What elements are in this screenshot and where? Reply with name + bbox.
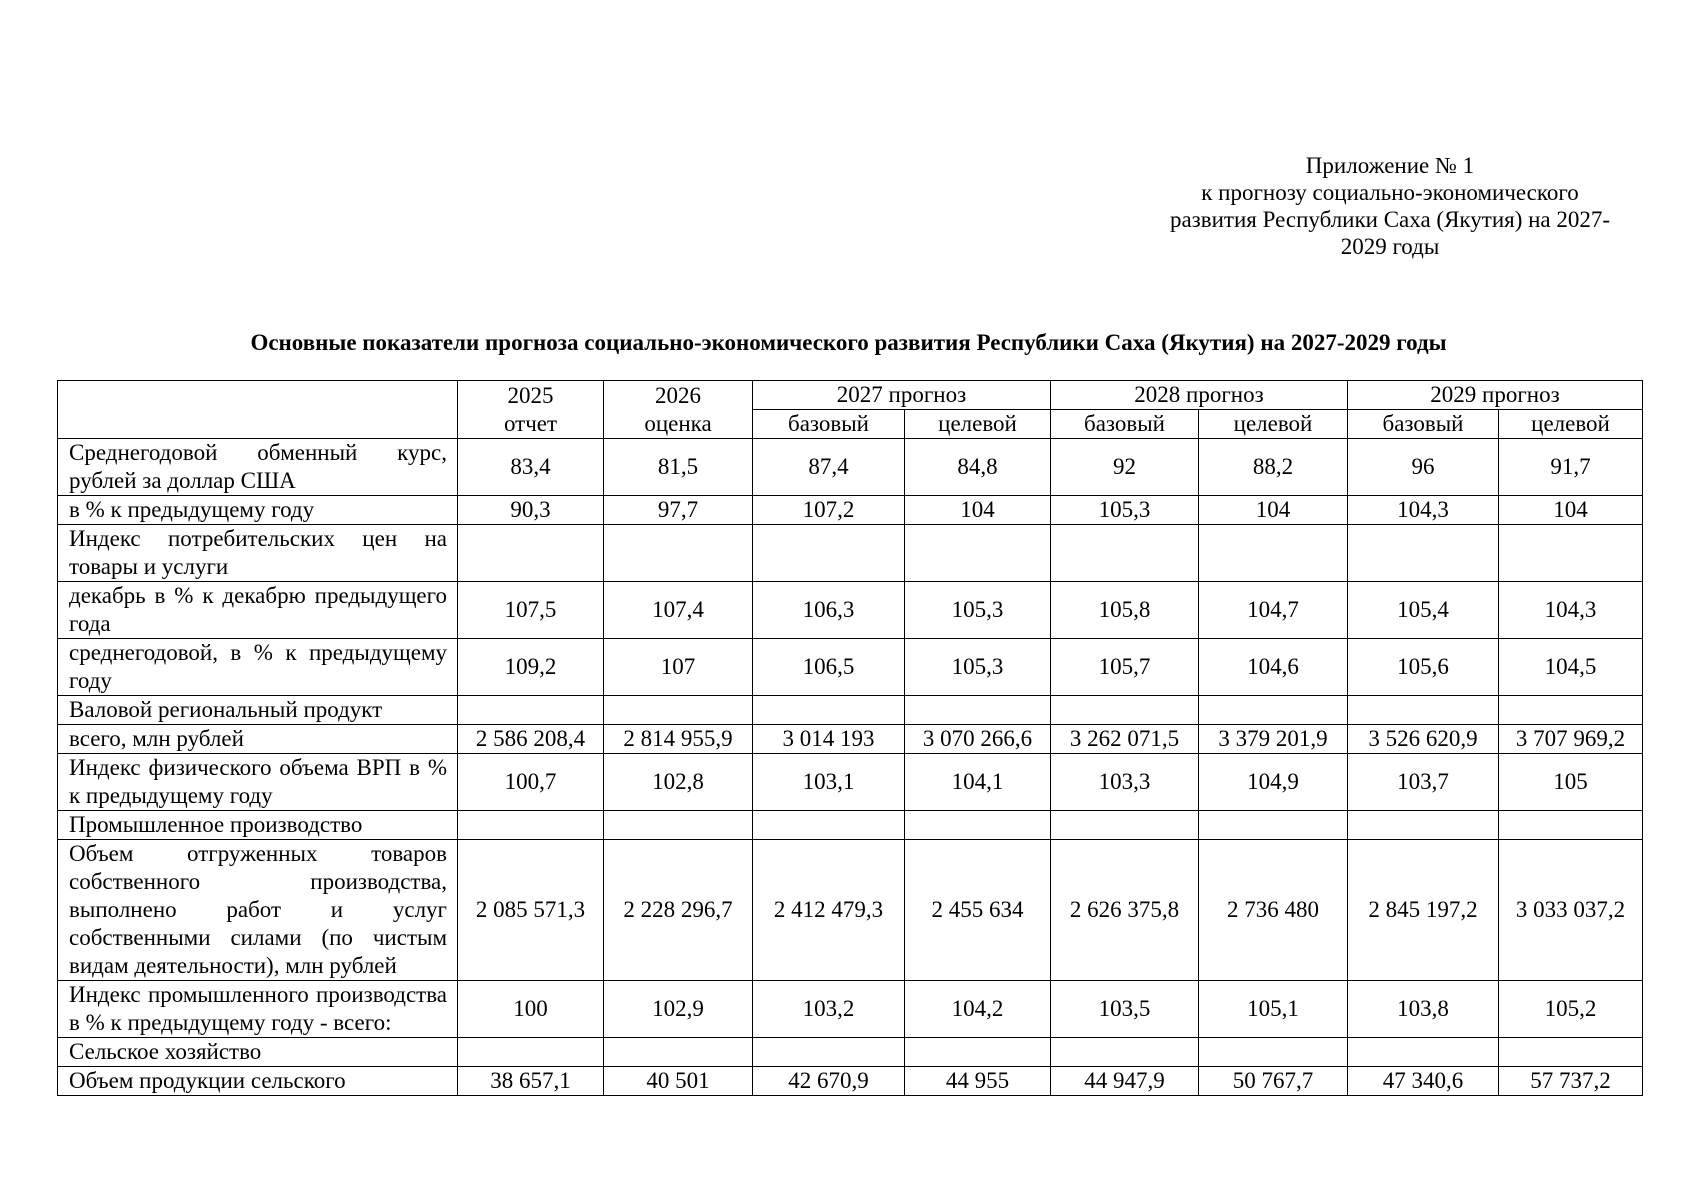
value-cell: 2 814 955,9 (604, 725, 753, 754)
value-cell: 104 (905, 496, 1051, 525)
value-cell: 104,9 (1199, 754, 1348, 811)
value-cell (753, 525, 905, 582)
value-cell (905, 811, 1051, 840)
value-cell: 104,5 (1499, 639, 1643, 696)
value-cell (1499, 525, 1643, 582)
value-cell (1199, 696, 1348, 725)
header-2025-sub: отчет (503, 410, 558, 436)
table-row (58, 981, 1643, 1038)
table-row (58, 639, 1643, 696)
value-cell: 57 737,2 (1499, 1067, 1643, 1096)
value-cell: 3 070 266,6 (905, 725, 1051, 754)
row-label: Промышленное производство (58, 811, 458, 840)
value-cell (753, 1038, 905, 1067)
appendix-line: 2029 годы (1340, 234, 1440, 259)
value-cell: 103,1 (753, 754, 905, 811)
row-label: Среднегодовой обменный курс, рублей за доллар США (58, 439, 458, 496)
value-cell: 105,2 (1499, 981, 1643, 1038)
value-cell: 88,2 (1199, 439, 1348, 496)
value-cell: 38 657,1 (458, 1067, 604, 1096)
value-cell: 103,2 (753, 981, 905, 1038)
value-cell (1499, 811, 1643, 840)
value-cell: 2 845 197,2 (1348, 840, 1499, 981)
value-cell: 105,3 (905, 582, 1051, 639)
appendix-note (1150, 152, 1630, 260)
table-body (58, 381, 1643, 1096)
value-cell (458, 696, 604, 725)
value-cell: 106,3 (753, 582, 905, 639)
header-row-years (58, 381, 1643, 410)
value-cell (458, 525, 604, 582)
value-cell (905, 525, 1051, 582)
value-cell: 97,7 (604, 496, 753, 525)
value-cell: 103,8 (1348, 981, 1499, 1038)
row-label: среднегодовой, в % к предыдущему году (58, 639, 458, 696)
header-2027-base: базовый (753, 410, 905, 439)
value-cell: 105,6 (1348, 639, 1499, 696)
value-cell: 47 340,6 (1348, 1067, 1499, 1096)
value-cell: 42 670,9 (753, 1067, 905, 1096)
value-cell: 104,3 (1499, 582, 1643, 639)
value-cell: 107,5 (458, 582, 604, 639)
value-cell: 92 (1051, 439, 1199, 496)
value-cell: 100,7 (458, 754, 604, 811)
value-cell: 103,7 (1348, 754, 1499, 811)
document-title: Основные показатели прогноза социально-экономического развития Республики Саха (Якутия) на 2027-2029 годы (250, 330, 1447, 355)
value-cell: 2 085 571,3 (458, 840, 604, 981)
table-row (58, 525, 1643, 582)
appendix-line: к прогнозу социально-экономического (1201, 180, 1579, 205)
table-row (58, 496, 1643, 525)
value-cell (753, 696, 905, 725)
table-row (58, 1038, 1643, 1067)
value-cell: 102,9 (604, 981, 753, 1038)
value-cell: 105,8 (1051, 582, 1199, 639)
table-row (58, 582, 1643, 639)
value-cell (1199, 1038, 1348, 1067)
value-cell (1051, 525, 1199, 582)
value-cell (1051, 1038, 1199, 1067)
header-2027-target: целевой (905, 410, 1051, 439)
value-cell: 104,2 (905, 981, 1051, 1038)
value-cell: 3 262 071,5 (1051, 725, 1199, 754)
value-cell (458, 1038, 604, 1067)
value-cell: 105,4 (1348, 582, 1499, 639)
value-cell: 104,1 (905, 754, 1051, 811)
row-label: Объем продукции сельского (58, 1067, 458, 1096)
value-cell (1199, 811, 1348, 840)
value-cell (1051, 696, 1199, 725)
value-cell: 2 412 479,3 (753, 840, 905, 981)
value-cell: 40 501 (604, 1067, 753, 1096)
value-cell (905, 1038, 1051, 1067)
header-2029-target: целевой (1499, 410, 1643, 439)
value-cell: 105 (1499, 754, 1643, 811)
value-cell: 87,4 (753, 439, 905, 496)
value-cell: 84,8 (905, 439, 1051, 496)
value-cell: 105,1 (1199, 981, 1348, 1038)
value-cell: 2 736 480 (1199, 840, 1348, 981)
value-cell: 105,3 (905, 639, 1051, 696)
value-cell: 104,6 (1199, 639, 1348, 696)
row-label: Объем отгруженных товаров собственного производства, выполнено работ и услуг собственными силами (по чистым видам деятельности), млн рублей (58, 840, 458, 981)
value-cell (604, 1038, 753, 1067)
value-cell (458, 811, 604, 840)
header-2028-target: целевой (1199, 410, 1348, 439)
value-cell: 3 014 193 (753, 725, 905, 754)
row-label: Сельское хозяйство (58, 1038, 458, 1067)
table-row (58, 725, 1643, 754)
appendix-line: развития Республики Саха (Якутия) на 2027- (1169, 207, 1611, 232)
header-2029-forecast: 2029 прогноз (1348, 381, 1643, 410)
value-cell: 83,4 (458, 439, 604, 496)
header-2029-base: базовый (1348, 410, 1499, 439)
value-cell: 100 (458, 981, 604, 1038)
value-cell: 3 379 201,9 (1199, 725, 1348, 754)
header-2025-year: 2025 (507, 382, 554, 408)
header-2025 (458, 381, 604, 439)
value-cell: 103,5 (1051, 981, 1199, 1038)
value-cell (1348, 525, 1499, 582)
value-cell: 2 626 375,8 (1051, 840, 1199, 981)
value-cell: 105,3 (1051, 496, 1199, 525)
value-cell: 104 (1499, 496, 1643, 525)
value-cell: 107,2 (753, 496, 905, 525)
value-cell: 3 707 969,2 (1499, 725, 1643, 754)
value-cell: 81,5 (604, 439, 753, 496)
value-cell: 91,7 (1499, 439, 1643, 496)
header-2028-base: базовый (1051, 410, 1199, 439)
value-cell: 104 (1199, 496, 1348, 525)
table-row (58, 439, 1643, 496)
row-label: Индекс промышленного производства в % к предыдущему году - всего: (58, 981, 458, 1038)
value-cell: 106,5 (753, 639, 905, 696)
header-empty-cell (58, 381, 458, 439)
table-row (58, 696, 1643, 725)
header-2026-sub: оценка (644, 410, 712, 436)
value-cell: 103,3 (1051, 754, 1199, 811)
value-cell (905, 696, 1051, 725)
value-cell: 107,4 (604, 582, 753, 639)
row-label: в % к предыдущему году (58, 496, 458, 525)
value-cell (1348, 811, 1499, 840)
value-cell: 44 955 (905, 1067, 1051, 1096)
value-cell (604, 525, 753, 582)
header-2026-year: 2026 (655, 382, 701, 408)
value-cell (604, 696, 753, 725)
value-cell: 50 767,7 (1199, 1067, 1348, 1096)
header-2027-forecast: 2027 прогноз (753, 381, 1051, 410)
value-cell (1499, 1038, 1643, 1067)
table-row (58, 754, 1643, 811)
value-cell: 104,7 (1199, 582, 1348, 639)
value-cell: 2 455 634 (905, 840, 1051, 981)
table-row (58, 840, 1643, 981)
value-cell: 109,2 (458, 639, 604, 696)
row-label: декабрь в % к декабрю предыдущего года (58, 582, 458, 639)
value-cell (1499, 696, 1643, 725)
value-cell (1348, 1038, 1499, 1067)
value-cell (1199, 525, 1348, 582)
table-row (58, 811, 1643, 840)
value-cell: 105,7 (1051, 639, 1199, 696)
header-2028-forecast: 2028 прогноз (1051, 381, 1348, 410)
value-cell (604, 811, 753, 840)
table-row (58, 1067, 1643, 1096)
indicators-table (57, 380, 1643, 1096)
value-cell (753, 811, 905, 840)
value-cell (1348, 696, 1499, 725)
appendix-line: Приложение № 1 (1305, 153, 1475, 178)
value-cell: 3 526 620,9 (1348, 725, 1499, 754)
value-cell: 2 228 296,7 (604, 840, 753, 981)
value-cell: 102,8 (604, 754, 753, 811)
value-cell: 90,3 (458, 496, 604, 525)
value-cell: 107 (604, 639, 753, 696)
value-cell: 104,3 (1348, 496, 1499, 525)
value-cell (1051, 811, 1199, 840)
value-cell: 3 033 037,2 (1499, 840, 1643, 981)
value-cell: 44 947,9 (1051, 1067, 1199, 1096)
row-label: Индекс физического объема ВРП в % к предыдущему году (58, 754, 458, 811)
row-label: Индекс потребительских цен на товары и услуги (58, 525, 458, 582)
value-cell: 2 586 208,4 (458, 725, 604, 754)
row-label: Валовой региональный продукт (58, 696, 458, 725)
header-2026 (604, 381, 753, 439)
row-label: всего, млн рублей (58, 725, 458, 754)
value-cell: 96 (1348, 439, 1499, 496)
